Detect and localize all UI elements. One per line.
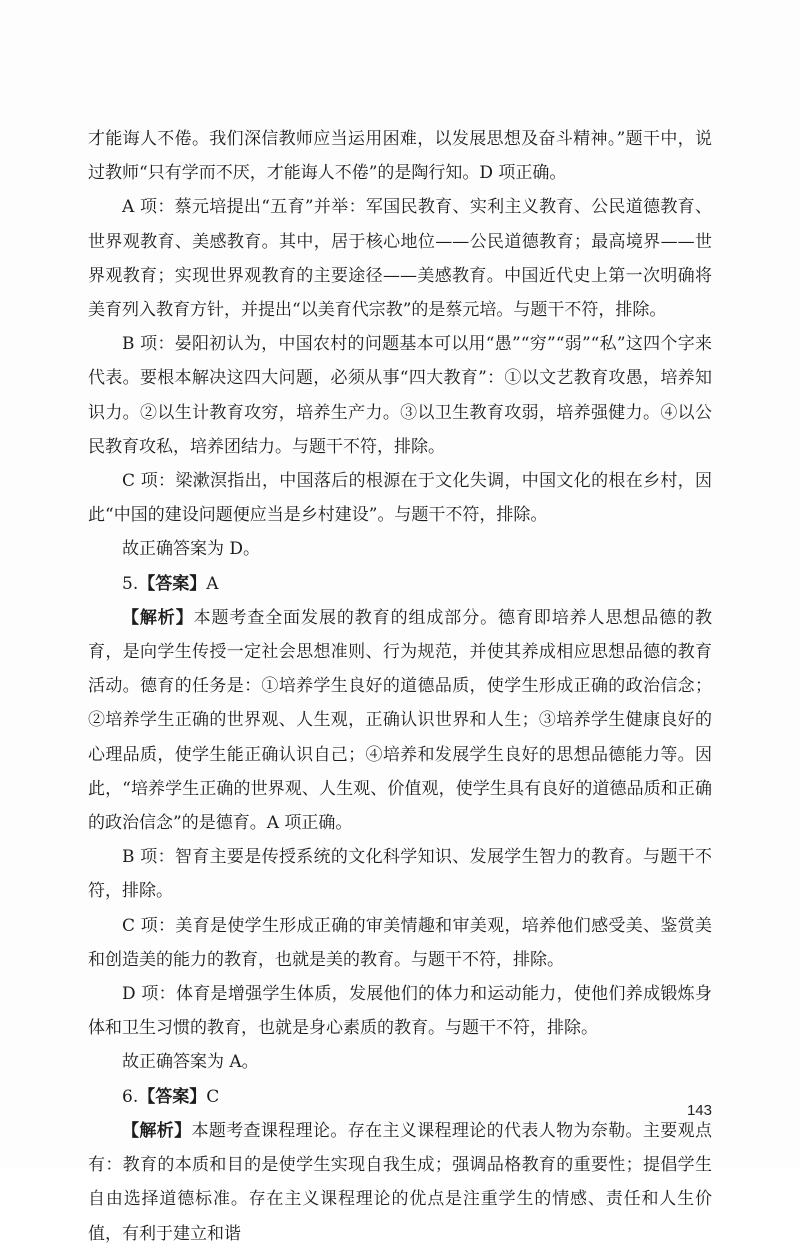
paragraph-text: B 项：智育主要是传授系统的文化科学知识、发展学生智力的教育。与题干不符，排除。 (88, 847, 712, 902)
answer-value: C (206, 1086, 220, 1107)
paragraph-text: 故正确答案为 A。 (122, 1052, 259, 1073)
paragraph-text: B 项：晏阳初认为，中国农村的问题基本可以用“愚”“穷”“弱”“私”这四个字来代表。要根本解决这四大问题，必须从事“四大教育”：①以文艺教育攻愚，培养知识力。②以生计教育攻穷，培养生产力。③以卫生教育攻弱，培养强健力。④以公民教育攻私，培养团结力。与题干不符，排除。 (88, 334, 712, 457)
paragraph-conclusion (88, 532, 712, 566)
paragraph-option-c (88, 464, 712, 532)
paragraph-conclusion (88, 1045, 712, 1079)
paragraph-text: D 项：体育是增强学生体质，发展他们的体力和运动能力，使他们养成锻炼身体和卫生习惯的教育，也就是身心素质的教育。与题干不符，排除。 (88, 984, 712, 1039)
paragraph-text: A 项：蔡元培提出“五育”并举：军国民教育、实利主义教育、公民道德教育、世界观教育、美感教育。其中，居于核心地位——公民道德教育；最高境界——世界观教育；实现世界观教育的主要途径——美感教育。中国近代史上第一次明确将美育列入教育方针，并提出“以美育代宗教”的是蔡元培。与题干不符，排除。 (88, 197, 712, 321)
paragraph-text: 本题考查课程理论。存在主义课程理论的代表人物为奈勒。主要观点有：教育的本质和目的是使学生实现自我生成；强调品格教育的重要性；提倡学生自由选择道德标准。存在主义课程理论的优点是注重学生的情感、责任和人生价值，有利于建立和谐 (88, 1120, 713, 1244)
paragraph-option-b (88, 840, 712, 908)
paragraph-text: 才能诲人不倦。我们深信教师应当运用困难，以发展思想及奋斗精神。”题干中，说过教师“只有学而不厌，才能诲人不倦”的是陶行知。D 项正确。 (88, 129, 712, 184)
paragraph-text: C 项：梁漱溟指出，中国落后的根源在于文化失调，中国文化的根在乡村，因此“中国的建设问题便应当是乡村建设”。与题干不符，排除。 (88, 471, 712, 526)
page-number: 143 (686, 1102, 712, 1119)
analysis-paragraph-5 (88, 601, 712, 840)
analysis-label: 【解析】 (122, 1120, 192, 1141)
paragraph-text: 本题考查全面发展的教育的组成部分。德育即培养人思想品德的教育，是向学生传授一定社会思想准则、行为规范，并使其养成相应思想品德的教育活动。德育的任务是：①培养学生良好的道德品质，使学生形成正确的政治信念；②培养学生正确的世界观、人生观，正确认识世界和人生；③培养学生健康良好的心理品质，使学生能正确认识自己；④培养和发展学生良好的思想品德能力等。因此，“培养学生正确的世界观、人生观、价值观，使学生具有良好的道德品质和正确的政治信念”的是德育。A 项正确。 (88, 607, 712, 834)
paragraph-option-c (88, 909, 712, 977)
answer-line-6 (88, 1080, 712, 1114)
paragraph-text: 故正确答案为 D。 (122, 539, 261, 560)
paragraph-option-d (88, 977, 712, 1045)
paragraph-option-b (88, 327, 712, 464)
analysis-paragraph-6 (88, 1114, 712, 1251)
paragraph-continuation (88, 122, 712, 190)
answer-label: 【答案】 (138, 573, 207, 594)
page-body (88, 122, 712, 1251)
paragraph-text: C 项：美育是使学生形成正确的审美情趣和审美观，培养他们感受美、鉴赏美和创造美的能力的教育，也就是美的教育。与题干不符，排除。 (88, 915, 712, 970)
question-number: 6. (122, 1086, 139, 1107)
answer-label: 【答案】 (138, 1086, 207, 1107)
answer-value: A (206, 573, 219, 594)
paragraph-option-a (88, 190, 712, 327)
question-number: 5. (122, 573, 139, 594)
analysis-label: 【解析】 (122, 607, 194, 628)
answer-line-5 (88, 567, 712, 601)
